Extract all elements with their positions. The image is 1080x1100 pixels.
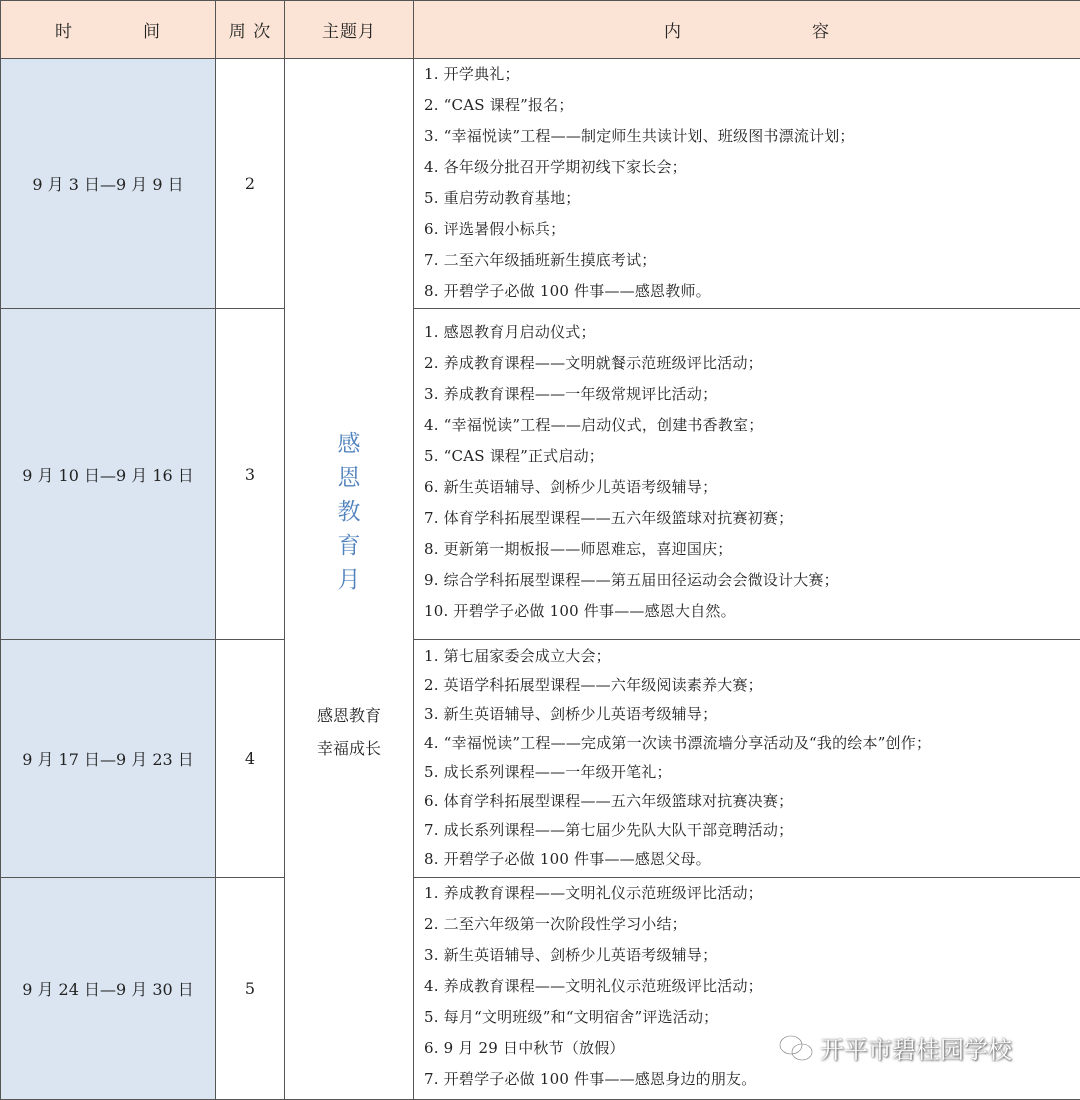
content-cell xyxy=(414,878,1080,1100)
theme-month-slogan xyxy=(285,699,413,765)
list-item: 2. 二至六年级第一次阶段性学习小结； xyxy=(424,909,1080,940)
activity-list xyxy=(414,59,1080,307)
theme-title-char: 月 xyxy=(285,563,413,597)
activity-list xyxy=(414,309,1080,627)
header-content-char-2: 容 xyxy=(812,22,830,42)
table-row xyxy=(1,309,1080,640)
wechat-icon xyxy=(778,1033,814,1063)
list-item: 2. 英语学科拓展型课程——六年级阅读素养大赛； xyxy=(424,671,1080,700)
activity-list xyxy=(414,640,1080,874)
header-content xyxy=(414,1,1080,59)
date-cell: 9 月 24 日—9 月 30 日 xyxy=(1,878,216,1100)
list-item: 1. 感恩教育月启动仪式； xyxy=(424,317,1080,348)
header-content-char-1: 内 xyxy=(664,17,682,42)
date-cell: 9 月 3 日—9 月 9 日 xyxy=(1,59,216,309)
theme-title-char: 育 xyxy=(285,529,413,563)
list-item: 6. 评选暑假小标兵； xyxy=(424,214,1080,245)
list-item: 4. 养成教育课程——文明礼仪示范班级评比活动； xyxy=(424,971,1080,1002)
header-time xyxy=(1,1,216,59)
theme-title-char: 感 xyxy=(285,427,413,461)
watermark-text: 开平市碧桂园学校 xyxy=(820,1030,1012,1065)
list-item: 1. 第七届家委会成立大会； xyxy=(424,642,1080,671)
list-item: 4. “幸福悦读”工程——启动仪式，创建书香教室； xyxy=(424,410,1080,441)
list-item: 7. 二至六年级插班新生摸底考试； xyxy=(424,245,1080,276)
date-cell: 9 月 17 日—9 月 23 日 xyxy=(1,640,216,878)
list-item: 3. 新生英语辅导、剑桥少儿英语考级辅导； xyxy=(424,700,1080,729)
header-week: 周 次 xyxy=(216,1,285,59)
list-item: 5. “CAS 课程”正式启动； xyxy=(424,441,1080,472)
content-cell xyxy=(414,59,1080,309)
list-item: 7. 成长系列课程——第七届少先队大队干部竞聘活动； xyxy=(424,816,1080,845)
header-time-char-2: 间 xyxy=(143,22,161,42)
list-item: 8. 更新第一期板报——师恩难忘，喜迎国庆； xyxy=(424,534,1080,565)
content-cell xyxy=(414,309,1080,640)
list-item: 1. 养成教育课程——文明礼仪示范班级评比活动； xyxy=(424,878,1080,909)
list-item: 8. 开碧学子必做 100 件事——感恩父母。 xyxy=(424,845,1080,874)
list-item: 4. 各年级分批召开学期初线下家长会； xyxy=(424,152,1080,183)
date-cell: 9 月 10 日—9 月 16 日 xyxy=(1,309,216,640)
list-item: 5. 重启劳动教育基地； xyxy=(424,183,1080,214)
list-item: 3. 养成教育课程——一年级常规评比活动； xyxy=(424,379,1080,410)
list-item: 9. 综合学科拓展型课程——第五届田径运动会会微设计大赛； xyxy=(424,565,1080,596)
theme-slogan-line-1: 感恩教育 xyxy=(285,699,413,732)
list-item: 10. 开碧学子必做 100 件事——感恩大自然。 xyxy=(424,596,1080,627)
week-cell: 5 xyxy=(216,878,285,1100)
list-item: 3. “幸福悦读”工程——制定师生共读计划、班级图书漂流计划； xyxy=(424,121,1080,152)
theme-title-char: 恩 xyxy=(285,461,413,495)
week-cell: 4 xyxy=(216,640,285,878)
table-row xyxy=(1,59,1080,309)
list-item: 6. 新生英语辅导、剑桥少儿英语考级辅导； xyxy=(424,472,1080,503)
header-theme: 主题月 xyxy=(285,1,414,59)
list-item: 8. 开碧学子必做 100 件事——感恩教师。 xyxy=(424,276,1080,307)
list-item: 2. “CAS 课程”报名； xyxy=(424,90,1080,121)
theme-month-cell xyxy=(285,59,414,1100)
week-cell: 3 xyxy=(216,309,285,640)
table-row xyxy=(1,878,1080,1100)
content-cell xyxy=(414,640,1080,878)
list-item: 6. 9 月 29 日中秋节（放假） xyxy=(424,1033,1080,1064)
header-time-char-1: 时 xyxy=(55,17,73,42)
watermark xyxy=(778,1030,1012,1065)
list-item: 1. 开学典礼； xyxy=(424,59,1080,90)
week-cell: 2 xyxy=(216,59,285,309)
header-row xyxy=(1,1,1080,59)
table-row xyxy=(1,640,1080,878)
theme-slogan-line-2: 幸福成长 xyxy=(285,732,413,765)
list-item: 5. 每月“文明班级”和“文明宿舍”评选活动； xyxy=(424,1002,1080,1033)
list-item: 5. 成长系列课程——一年级开笔礼； xyxy=(424,758,1080,787)
list-item: 7. 体育学科拓展型课程——五六年级篮球对抗赛初赛； xyxy=(424,503,1080,534)
theme-month-title xyxy=(285,427,413,597)
theme-title-char: 教 xyxy=(285,495,413,529)
list-item: 4. “幸福悦读”工程——完成第一次读书漂流墙分享活动及“我的绘本”创作； xyxy=(424,729,1080,758)
list-item: 6. 体育学科拓展型课程——五六年级篮球对抗赛决赛； xyxy=(424,787,1080,816)
list-item: 3. 新生英语辅导、剑桥少儿英语考级辅导； xyxy=(424,940,1080,971)
list-item: 7. 开碧学子必做 100 件事——感恩身边的朋友。 xyxy=(424,1064,1080,1095)
list-item: 2. 养成教育课程——文明就餐示范班级评比活动； xyxy=(424,348,1080,379)
